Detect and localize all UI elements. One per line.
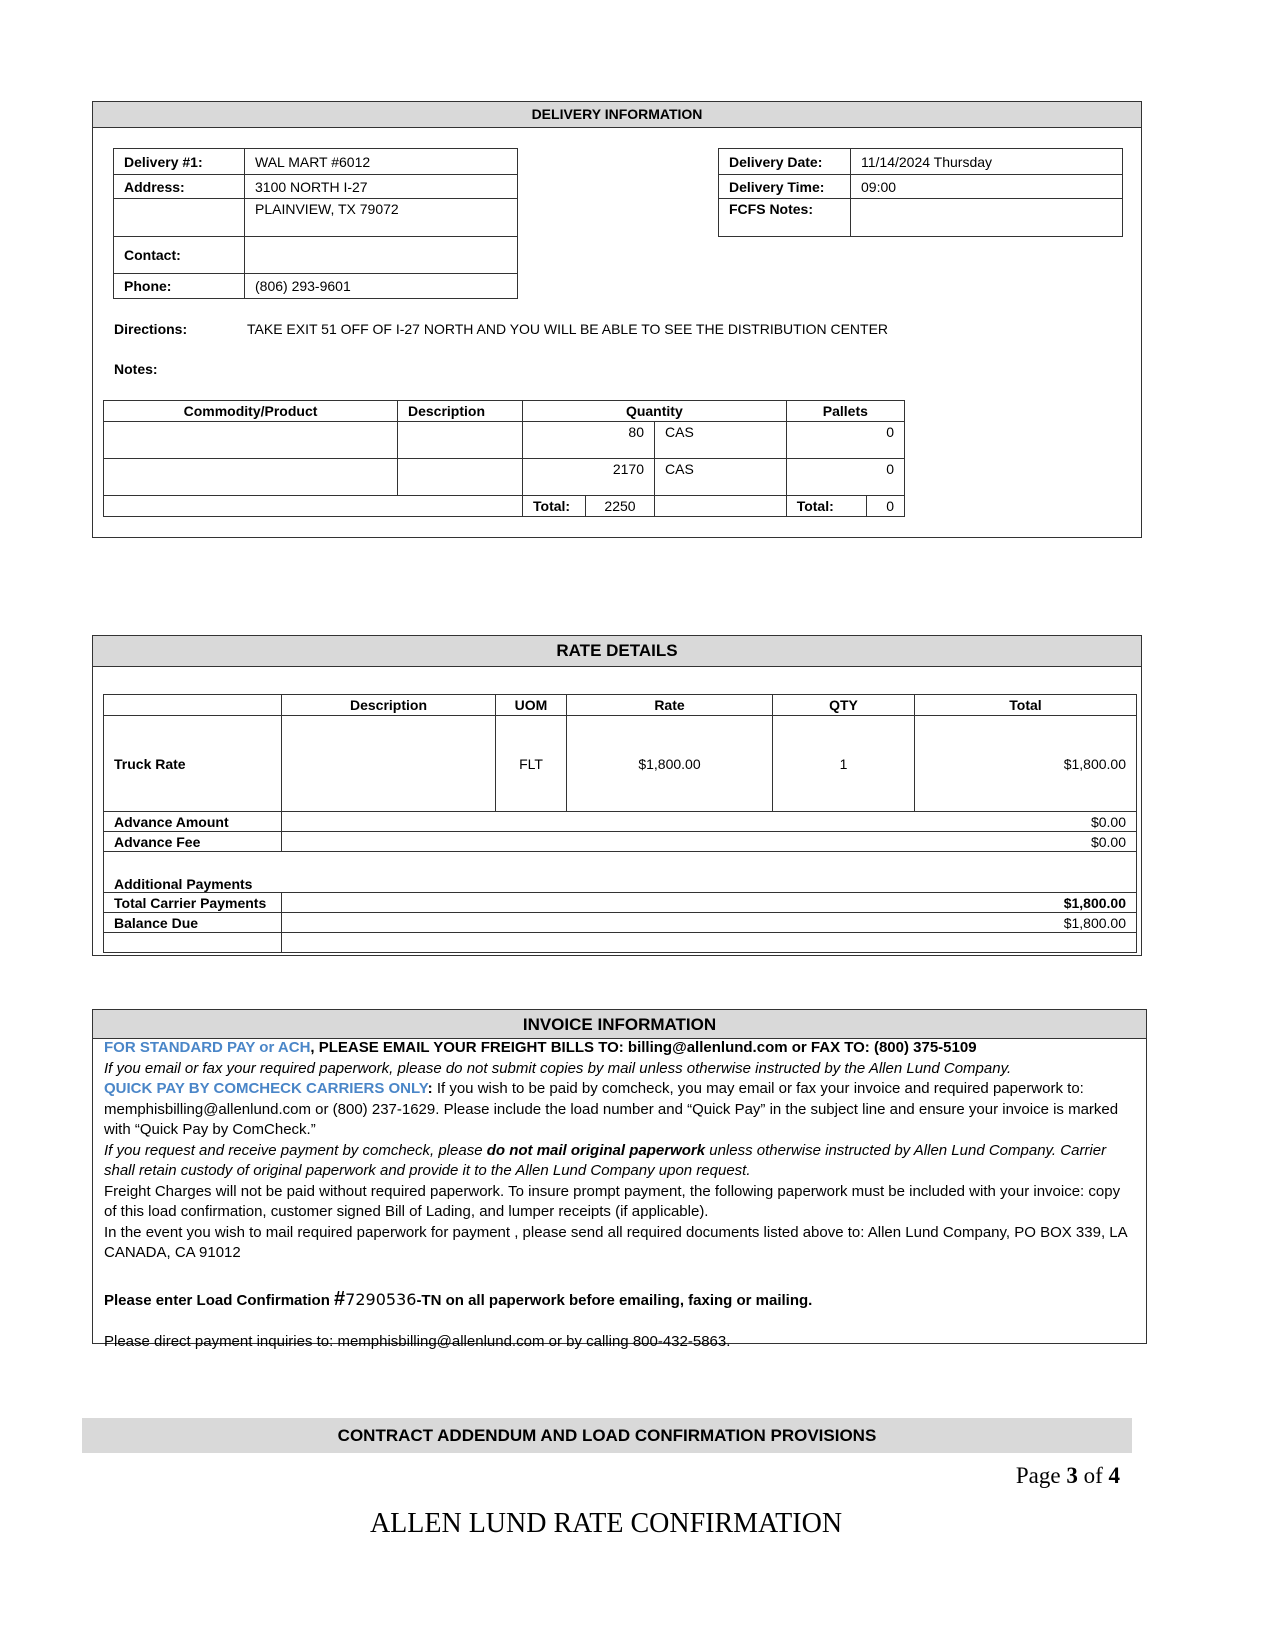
advance-fee-value: $0.00 [282,832,1137,852]
contact-label: Contact: [114,237,245,274]
footer-title: ALLEN LUND RATE CONFIRMATION [369,1508,843,1539]
advance-amount-label: Advance Amount [104,812,282,832]
standard-pay-heading: FOR STANDARD PAY or ACH [104,1039,311,1056]
delivery-number-value: WAL MART #6012 [245,149,518,175]
pallets-total-label: Total: [786,496,866,517]
delivery-time-label: Delivery Time: [719,175,851,199]
invoice-section-title: INVOICE INFORMATION [93,1010,1146,1039]
description-header: Description [398,401,523,422]
address-line1: 3100 NORTH I-27 [245,175,518,199]
contact-value [245,237,518,274]
truck-rate-description [282,716,496,812]
quick-pay-heading: QUICK PAY BY COMCHECK CARRIERS ONLY [104,1080,428,1097]
truck-rate-total: $1,800.00 [915,716,1137,812]
rate-table [103,694,1137,953]
commodity-row [104,422,905,459]
balance-due-value: $1,800.00 [282,913,1137,933]
quantity-header: Quantity [523,401,787,422]
balance-due-label: Balance Due [104,913,282,933]
contract-addendum-title: CONTRACT ADDENDUM AND LOAD CONFIRMATION PROVISIONS [82,1418,1132,1453]
delivery-number-label: Delivery #1: [114,149,245,175]
delivery-info-table [113,148,518,299]
delivery-date-label: Delivery Date: [719,149,851,175]
fcfs-notes-value [851,199,1123,237]
delivery-date-value: 11/14/2024 Thursday [851,149,1123,175]
delivery-section-title: DELIVERY INFORMATION [93,102,1141,128]
quantity-value: 2170 [523,459,655,496]
quick-pay-instructions: If you wish to be paid by comcheck, you may email or fax your invoice and required paperwork to: memphisbilling@allenlund.com or (800) 237-1629. Please include the load number and “Quick Pay” in the subject line and ensure your invoice is marked with “Quick Pay by ComCheck.” [104,1080,1119,1138]
comcheck-paragraph: If you request and receive payment by comcheck, please do not mail original paperwork unless otherwise instructed by Allen Lund Company. Carrier shall retain custody of original paperwork and provide it to the Allen Lund Company upon request. [104,1141,1107,1179]
commodity-table [103,400,905,517]
mail-address-paragraph: In the event you wish to mail required paperwork for payment , please send all required documents listed above to: Allen Lund Company, PO BOX 339, LA CANADA, CA 91012 [104,1223,1127,1261]
invoice-body [104,1038,1134,1353]
advance-amount-value: $0.00 [282,812,1137,832]
truck-rate-row [104,716,1137,812]
truck-rate-rate: $1,800.00 [567,716,773,812]
payment-inquiries-line: Please direct payment inquiries to: memphisbilling@allenlund.com or by calling 800-432-5863. [104,1333,731,1350]
quantity-total-label: Total: [523,496,586,517]
phone-value: (806) 293-9601 [245,274,518,299]
commodity-row [104,459,905,496]
truck-rate-uom: FLT [496,716,567,812]
pallets-total-value: 0 [866,496,904,517]
rate-uom-header: UOM [496,695,567,716]
truck-rate-label: Truck Rate [104,716,282,812]
page-number: Page 3 of 4 [1015,1463,1120,1488]
fcfs-notes-label: FCFS Notes: [719,199,851,237]
load-confirmation-line: Please enter Load Confirmation #7290536-TN on all paperwork before emailing, faxing or mailing. [104,1287,813,1310]
delivery-time-table [718,148,1123,237]
freight-charges-paragraph: Freight Charges will not be paid without required paperwork. To insure prompt payment, the following paperwork must be included with your invoice: copy of this load confirmation, customer signed Bill of Lading, and lumper receipts (if applicable). [104,1182,1121,1220]
notes-label: Notes: [114,361,158,377]
phone-label: Phone: [114,274,245,299]
quick-pay-paragraph: QUICK PAY BY COMCHECK CARRIERS ONLY: If you wish to be paid by comcheck, you may email or fax your invoice and required paperwork to: memphisbilling@allenlund.com or (800) 237-1629. Please include the load number and “Quick Pay” in the subject line and ensure your invoice is marked with “Quick Pay by ComCheck.” [104,1080,1119,1138]
rate-qty-header: QTY [773,695,915,716]
pallets-header: Pallets [786,401,904,422]
load-confirmation-number: 7290536 [345,1289,417,1309]
quantity-unit: CAS [655,459,787,496]
invoice-section [92,1009,1147,1350]
do-not-mail-emphasis: do not mail original paperwork [486,1141,706,1159]
rate-section-title: RATE DETAILS [93,636,1141,667]
directions-label: Directions: [114,321,188,337]
standard-pay-line [104,1038,1134,1059]
rate-total-header: Total [915,695,1137,716]
directions-value: TAKE EXIT 51 OFF OF I-27 NORTH AND YOU WILL BE ABLE TO SEE THE DISTRIBUTION CENTER [247,321,889,337]
commodity-header: Commodity/Product [104,401,398,422]
address-line2: PLAINVIEW, TX 79072 [245,199,518,237]
pallets-value: 0 [786,422,904,459]
standard-pay-instructions: , PLEASE EMAIL YOUR FREIGHT BILLS TO: billing@allenlund.com or FAX TO: (800) 375-5109 [310,1039,977,1056]
advance-fee-label: Advance Fee [104,832,282,852]
rate-description-header: Description [282,695,496,716]
delivery-time-value: 09:00 [851,175,1123,199]
quantity-value: 80 [523,422,655,459]
total-carrier-payments-label: Total Carrier Payments [104,893,282,913]
quantity-unit: CAS [655,422,787,459]
additional-payments-label: Additional Payments [104,852,1137,893]
email-fax-note: If you email or fax your required paperwork, please do not submit copies by mail unless otherwise instructed by the Allen Lund Company. [104,1059,1012,1077]
truck-rate-qty: 1 [773,716,915,812]
address-label: Address: [114,175,245,199]
rate-rate-header: Rate [567,695,773,716]
quantity-total-value: 2250 [586,496,655,517]
pallets-value: 0 [786,459,904,496]
total-carrier-payments-value: $1,800.00 [282,893,1137,913]
